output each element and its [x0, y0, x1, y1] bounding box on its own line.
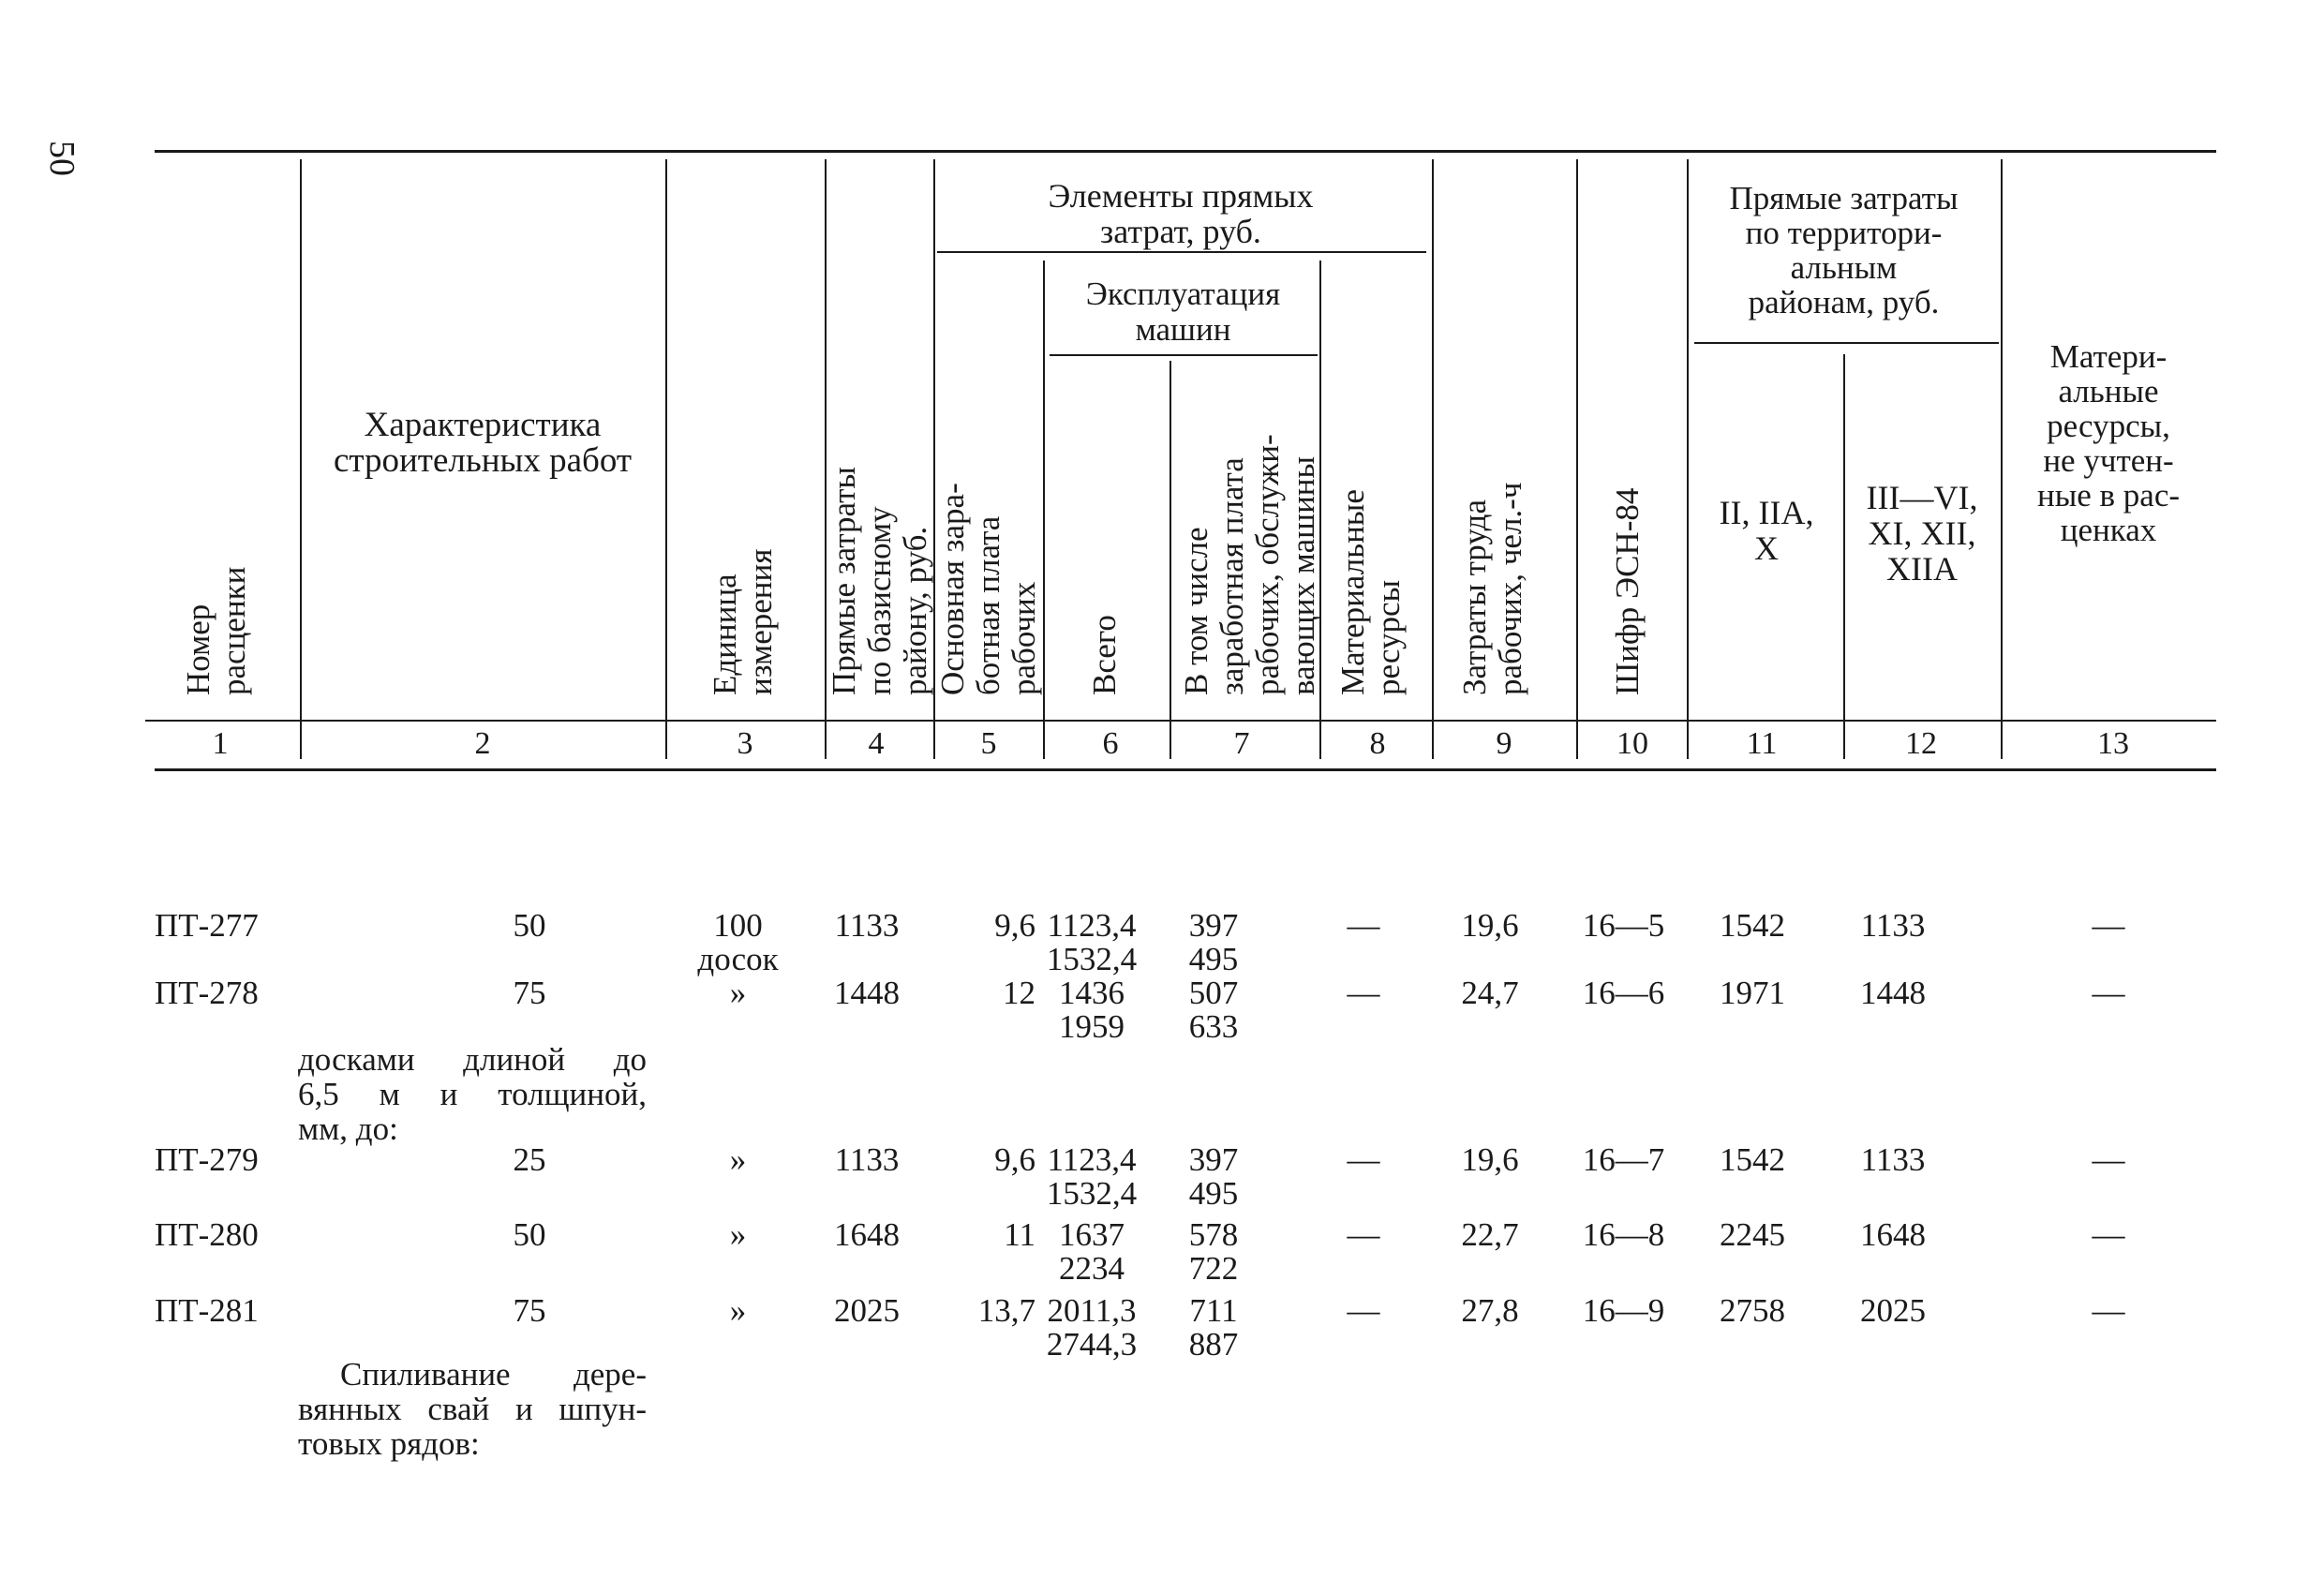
table-header-bottom-rule	[155, 768, 2216, 771]
labor: 19,6	[1461, 907, 1519, 944]
col-divider	[2001, 159, 2003, 759]
base-wage: 9,6	[994, 1141, 1035, 1178]
base-wage: 13,7	[977, 1292, 1035, 1329]
territorial-group-rule	[1694, 342, 1999, 344]
territorial-11: 1542	[1720, 1141, 1785, 1178]
direct-cost: 1133	[834, 907, 900, 944]
section-line: 6,5 м и толщиной,	[298, 1076, 647, 1112]
machines-total: 1123,4	[1047, 1141, 1137, 1178]
section-heading-cutting	[298, 1357, 647, 1461]
materials: —	[1347, 975, 1380, 1011]
column-number: 5	[980, 726, 997, 761]
header-col11: II, IIA, X	[1719, 494, 1814, 567]
direct-cost: 1648	[834, 1216, 900, 1253]
unaccounted-materials: —	[2092, 1216, 2125, 1253]
header-col13: Матери- альные ресурсы, не учтен- ные в рас- ценках	[2036, 338, 2181, 548]
territorial-12: 1448	[1860, 975, 1926, 1011]
header-col3: Единица измерения	[707, 548, 779, 695]
direct-cost: 2025	[834, 1292, 900, 1329]
machines-wage: 711	[1189, 1292, 1238, 1329]
header-col9: Затраты труда рабочих, чел.-ч	[1456, 482, 1528, 695]
col-divider	[1043, 261, 1045, 759]
machines-wage-alt: 722	[1188, 1250, 1239, 1287]
base-wage: 12	[1003, 975, 1035, 1011]
machines-group-rule	[1050, 354, 1318, 356]
esn-code: 16—7	[1582, 1141, 1665, 1178]
column-number: 13	[2097, 726, 2129, 761]
labor: 24,7	[1461, 975, 1519, 1011]
thickness: 50	[513, 907, 546, 944]
labor: 19,6	[1461, 1141, 1519, 1178]
header-col4: Прямые затраты по базисному району, руб.	[826, 467, 933, 695]
territorial-12: 2025	[1860, 1292, 1926, 1329]
column-number: 12	[1905, 726, 1937, 761]
machines-total: 2011,3	[1047, 1292, 1137, 1329]
direct-cost: 1133	[834, 1141, 900, 1178]
unaccounted-materials: —	[2092, 975, 2125, 1011]
esn-code: 16—9	[1582, 1292, 1665, 1329]
machines-total-alt: 2234	[1059, 1250, 1125, 1287]
territorial-12: 1648	[1860, 1216, 1926, 1253]
header-col2: Характеристика строительных работ	[333, 406, 633, 480]
machines-wage-alt: 633	[1188, 1008, 1239, 1045]
machines-wage: 397	[1188, 1141, 1239, 1178]
elements-group-rule	[937, 251, 1426, 253]
header-territorial-group: Прямые затраты по территори- альным районам, руб.	[1729, 180, 1959, 320]
unit: »	[729, 975, 747, 1011]
materials: —	[1347, 1141, 1380, 1178]
col-divider	[1432, 159, 1434, 759]
base-wage: 11	[1004, 1216, 1035, 1253]
page-number: 50	[42, 141, 82, 176]
header-col5: Основная зара- ботная плата рабочих	[934, 483, 1042, 695]
rate-code: ПТ-277	[155, 907, 259, 944]
machines-total-alt: 1532,4	[1046, 941, 1138, 977]
machines-total-alt: 1532,4	[1046, 1175, 1138, 1212]
unaccounted-materials: —	[2092, 1292, 2125, 1329]
thickness: 50	[513, 1216, 546, 1253]
esn-code: 16—6	[1582, 975, 1665, 1011]
col-divider	[1169, 361, 1171, 759]
machines-wage-alt: 495	[1188, 1175, 1239, 1212]
table-top-rule	[155, 150, 2216, 153]
materials: —	[1347, 1292, 1380, 1329]
col-divider	[665, 159, 667, 759]
unit-line2: досок	[697, 941, 779, 977]
territorial-11: 1971	[1720, 975, 1785, 1011]
rate-code: ПТ-280	[155, 1216, 259, 1253]
unit: »	[729, 1141, 747, 1178]
unaccounted-materials: —	[2092, 907, 2125, 944]
header-col10: Шифр ЭСН-84	[1609, 487, 1646, 695]
column-number: 8	[1369, 726, 1386, 761]
machines-wage: 578	[1188, 1216, 1239, 1253]
machines-total: 1436	[1059, 975, 1125, 1011]
section-line: Спиливание дере-	[340, 1356, 647, 1393]
section-line: мм, до:	[298, 1110, 398, 1147]
machines-total-alt: 2744,3	[1046, 1326, 1138, 1363]
column-number: 9	[1496, 726, 1512, 761]
labor: 22,7	[1461, 1216, 1519, 1253]
section-heading-boards	[298, 1042, 647, 1146]
col-divider	[1843, 354, 1845, 759]
column-number: 2	[474, 726, 491, 761]
machines-total: 1637	[1059, 1216, 1125, 1253]
esn-code: 16—5	[1582, 907, 1665, 944]
territorial-11: 1542	[1720, 907, 1785, 944]
column-number: 3	[737, 726, 753, 761]
column-number: 4	[868, 726, 885, 761]
machines-wage: 507	[1188, 975, 1239, 1011]
thickness: 25	[513, 1141, 546, 1178]
column-numbers-rule	[145, 720, 2216, 722]
column-number: 11	[1746, 726, 1778, 761]
header-col1: Номер расценки	[180, 566, 252, 695]
territorial-11: 2758	[1720, 1292, 1785, 1329]
territorial-12: 1133	[1860, 1141, 1926, 1178]
machines-wage-alt: 495	[1188, 941, 1239, 977]
section-line: товых рядов:	[298, 1425, 480, 1462]
labor: 27,8	[1461, 1292, 1519, 1329]
section-line: досками длиной до	[298, 1041, 647, 1078]
esn-code: 16—8	[1582, 1216, 1665, 1253]
machines-total: 1123,4	[1047, 907, 1137, 944]
machines-wage-alt: 887	[1188, 1326, 1239, 1363]
header-elements-group: Элементы прямых затрат, руб.	[1048, 177, 1314, 250]
header-col12: III—VI, XI, XII, XIIA	[1866, 479, 1978, 588]
column-number: 10	[1616, 726, 1648, 761]
col-divider	[1576, 159, 1578, 759]
materials: —	[1347, 907, 1380, 944]
unaccounted-materials: —	[2092, 1141, 2125, 1178]
rate-code: ПТ-281	[155, 1292, 259, 1329]
header-machines-group: Эксплуатация машин	[1085, 276, 1281, 348]
materials: —	[1347, 1216, 1380, 1253]
territorial-12: 1133	[1860, 907, 1926, 944]
territorial-11: 2245	[1720, 1216, 1785, 1253]
machines-total-alt: 1959	[1059, 1008, 1125, 1045]
column-number: 7	[1233, 726, 1250, 761]
machines-wage: 397	[1188, 907, 1239, 944]
header-col6: Всего	[1086, 615, 1123, 695]
unit: »	[729, 1292, 747, 1329]
header-col7: В том числе заработная плата рабочих, обслужи- вающих машины	[1178, 434, 1321, 695]
header-col8: Материальные ресурсы	[1334, 489, 1407, 695]
thickness: 75	[513, 1292, 546, 1329]
rate-code: ПТ-279	[155, 1141, 259, 1178]
rate-code: ПТ-278	[155, 975, 259, 1011]
unit: 100	[713, 907, 763, 944]
col-divider	[300, 159, 302, 759]
direct-cost: 1448	[834, 975, 900, 1011]
base-wage: 9,6	[994, 907, 1035, 944]
column-number: 6	[1102, 726, 1119, 761]
thickness: 75	[513, 975, 546, 1011]
section-line: вянных свай и шпун-	[298, 1391, 647, 1427]
unit: »	[729, 1216, 747, 1253]
column-number: 1	[212, 726, 229, 761]
col-divider	[1687, 159, 1689, 759]
